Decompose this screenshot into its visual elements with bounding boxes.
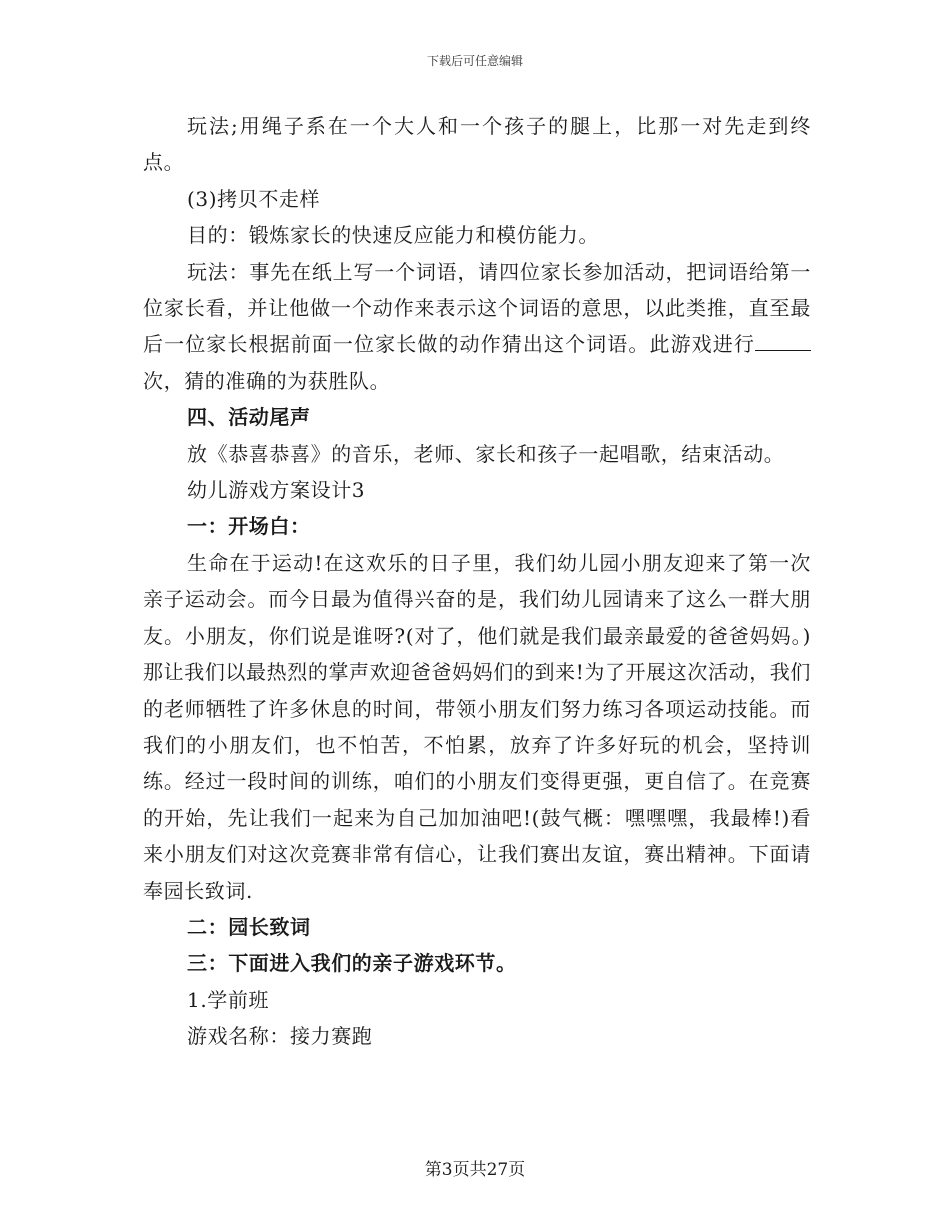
heading-opening: 一：开场白： (187, 514, 311, 539)
paragraph-preschool: 1.学前班 (187, 987, 270, 1012)
copy-rule-text: 玩法：事先在纸上写一个词语，请四位家长参加活动，把词语给第一位家长看，并让他做一个动作来表示这个词语的意思，以此类推，直至最后一位家长根据前面一位家长做的动作猜出这个词语。此游戏进行 (143, 259, 811, 357)
blank-underline (755, 332, 811, 351)
paragraph-opening-speech: 生命在于运动!在这欢乐的日子里，我们幼儿园小朋友迎来了第一次亲子运动会。而今日最为值得兴奋的是，我们幼儿园请来了这么一群大朋友。小朋友，你们说是谁呀?(对了，他们就是我们最亲最爱的爸爸妈妈。)那让我们以最热烈的掌声欢迎爸爸妈妈们的到来!为了开展这次活动，我们的老师牺牲了许多休息的时间，带领小朋友们努力练习各项运动技能。而我们的小朋友们，也不怕苦，不怕累，放弃了许多好玩的机会，坚持训练。经过一段时间的训练，咱们的小朋友们变得更强，更自信了。在竞赛的开始，先让我们一起来为自己加加油吧!(鼓气概：嘿嘿嘿，我最棒!)看来小朋友们对这次竞赛非常有信心，让我们赛出友谊，赛出精神。下面请奉园长致词. (143, 550, 811, 903)
heading-activity-end: 四、活动尾声 (187, 405, 311, 430)
heading-principal-speech: 二：园长致词 (187, 914, 311, 939)
heading-parent-child-games: 三：下面进入我们的亲子游戏环节。 (187, 951, 517, 976)
header-note: 下载后可任意编辑 (426, 54, 523, 68)
paragraph-game-name: 游戏名称：接力赛跑 (187, 1024, 373, 1049)
paragraph-copy-title: (3)拷贝不走样 (187, 186, 321, 211)
paragraph-music: 放《恭喜恭喜》的音乐，老师、家长和孩子一起唱歌，结束活动。 (187, 441, 785, 466)
page-number: 第3页共27页 (424, 1160, 526, 1180)
paragraph-copy-rule (143, 254, 811, 400)
paragraph-game-rule: 玩法;用绳子系在一个大人和一个孩子的腿上，比那一对先走到终点。 (143, 114, 811, 175)
document-body (143, 108, 811, 1055)
paragraph-purpose: 目的：锻炼家长的快速反应能力和模仿能力。 (187, 223, 599, 248)
copy-rule-tail: 次，猜的准确的为获胜队。 (143, 368, 391, 393)
paragraph-design-title: 幼儿游戏方案设计3 (187, 478, 366, 503)
